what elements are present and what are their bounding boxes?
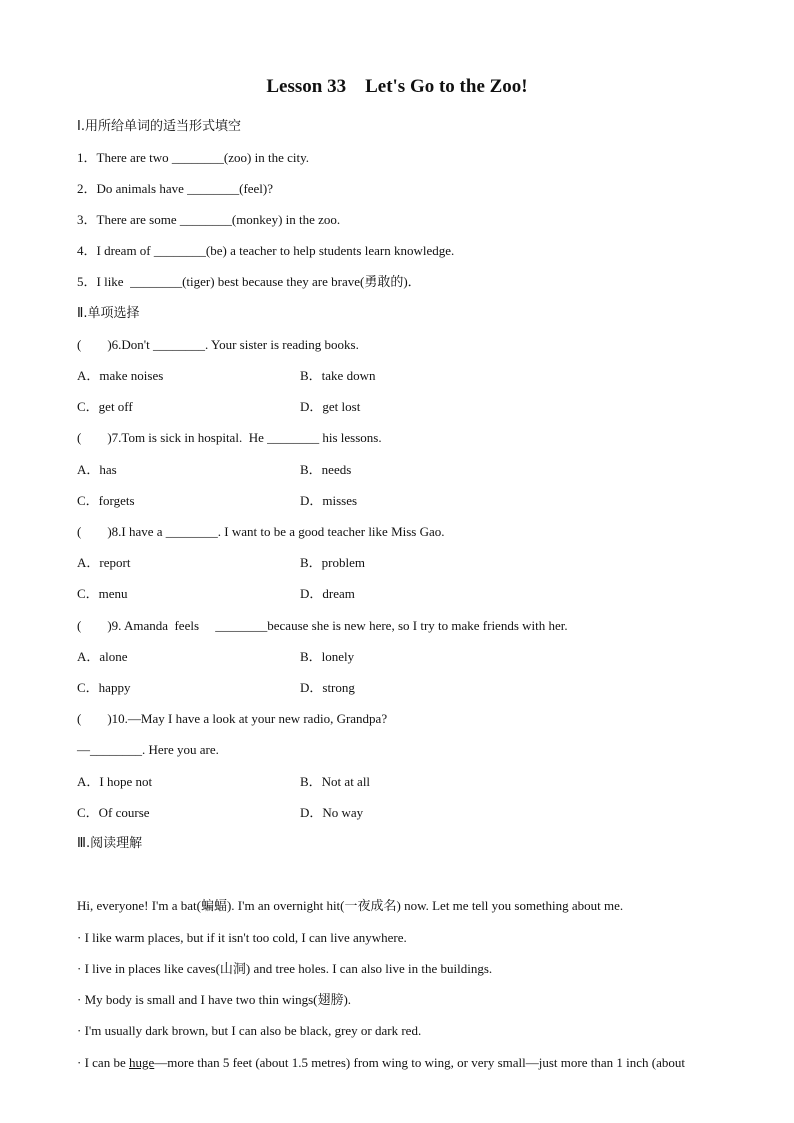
- question-9-option-c: C．happy: [77, 680, 131, 695]
- question-6-option-d: D．get lost: [300, 399, 361, 414]
- fill-item-2: 2．Do animals have ________(feel)?: [77, 181, 274, 196]
- page-title: Lesson 33 Let's Go to the Zoo!: [266, 76, 528, 97]
- question-8-option-b: B．problem: [300, 555, 365, 570]
- reading-bullet-5-suffix: —more than 5 feet (about 1.5 metres) from wing to wing, or very small—just more than 1 inch (about: [154, 1055, 685, 1070]
- question-10-option-b: B．Not at all: [300, 774, 371, 789]
- question-7-option-c: C．forgets: [77, 493, 135, 508]
- section-3-heading: Ⅲ.阅读理解: [77, 836, 143, 851]
- question-8-option-d: D．dream: [300, 586, 355, 601]
- question-6-option-a: A．make noises: [77, 368, 164, 383]
- reading-bullet-4: · I'm usually dark brown, but I can also be black, grey or dark red.: [77, 1023, 422, 1038]
- fill-item-3: 3．There are some ________(monkey) in the zoo.: [77, 212, 341, 227]
- question-7-option-b: B．needs: [300, 462, 352, 477]
- section-2-heading: Ⅱ.单项选择: [77, 306, 140, 321]
- question-7-option-d: D．misses: [300, 493, 358, 508]
- fill-item-1: 1．There are two ________(zoo) in the city.: [77, 150, 310, 165]
- question-6-stem: ( )6.Don't ________. Your sister is reading books.: [77, 337, 359, 352]
- question-8-option-a: A．report: [77, 555, 131, 570]
- question-10-stem-response: —________. Here you are.: [77, 742, 219, 757]
- reading-bullet-5: [77, 1054, 685, 1072]
- question-6-option-c: C．get off: [77, 399, 133, 414]
- question-7-stem: ( )7.Tom is sick in hospital. He ________ his lessons.: [77, 430, 382, 445]
- question-9-stem: ( )9. Amanda feels ________because she is new here, so I try to make friends with her.: [77, 618, 568, 633]
- question-10-option-d: D．No way: [300, 805, 364, 820]
- question-10-stem: ( )10.—May I have a look at your new radio, Grandpa?: [77, 711, 388, 726]
- reading-bullet-2: · I live in places like caves(山洞) and tree holes. I can also live in the buildings.: [77, 961, 493, 976]
- section-1-heading: Ⅰ.用所给单词的适当形式填空: [77, 119, 241, 134]
- question-9-option-b: B．lonely: [300, 649, 355, 664]
- reading-bullet-5-prefix: · I can be: [77, 1055, 129, 1070]
- underlined-word-huge: huge: [128, 1055, 155, 1070]
- question-10-option-a: A．I hope not: [77, 774, 153, 789]
- reading-bullet-3: · My body is small and I have two thin wings(翅膀).: [77, 992, 352, 1007]
- fill-item-4: 4．I dream of ________(be) a teacher to help students learn knowledge.: [77, 243, 455, 258]
- reading-bullet-1: · I like warm places, but if it isn't too cold, I can live anywhere.: [77, 930, 407, 945]
- question-9-option-a: A．alone: [77, 649, 128, 664]
- question-6-option-b: B．take down: [300, 368, 376, 383]
- question-7-option-a: A．has: [77, 462, 117, 477]
- question-8-option-c: C．menu: [77, 586, 128, 601]
- fill-item-5: 5．I like ________(tiger) best because they are brave(勇敢的)．: [77, 274, 421, 289]
- question-10-option-c: C．Of course: [77, 805, 150, 820]
- reading-intro-paragraph: Hi, everyone! I'm a bat(蝙蝠). I'm an overnight hit(一夜成名) now. Let me tell you something about me.: [77, 898, 624, 913]
- question-8-stem: ( )8.I have a ________. I want to be a good teacher like Miss Gao.: [77, 524, 445, 539]
- question-9-option-d: D．strong: [300, 680, 355, 695]
